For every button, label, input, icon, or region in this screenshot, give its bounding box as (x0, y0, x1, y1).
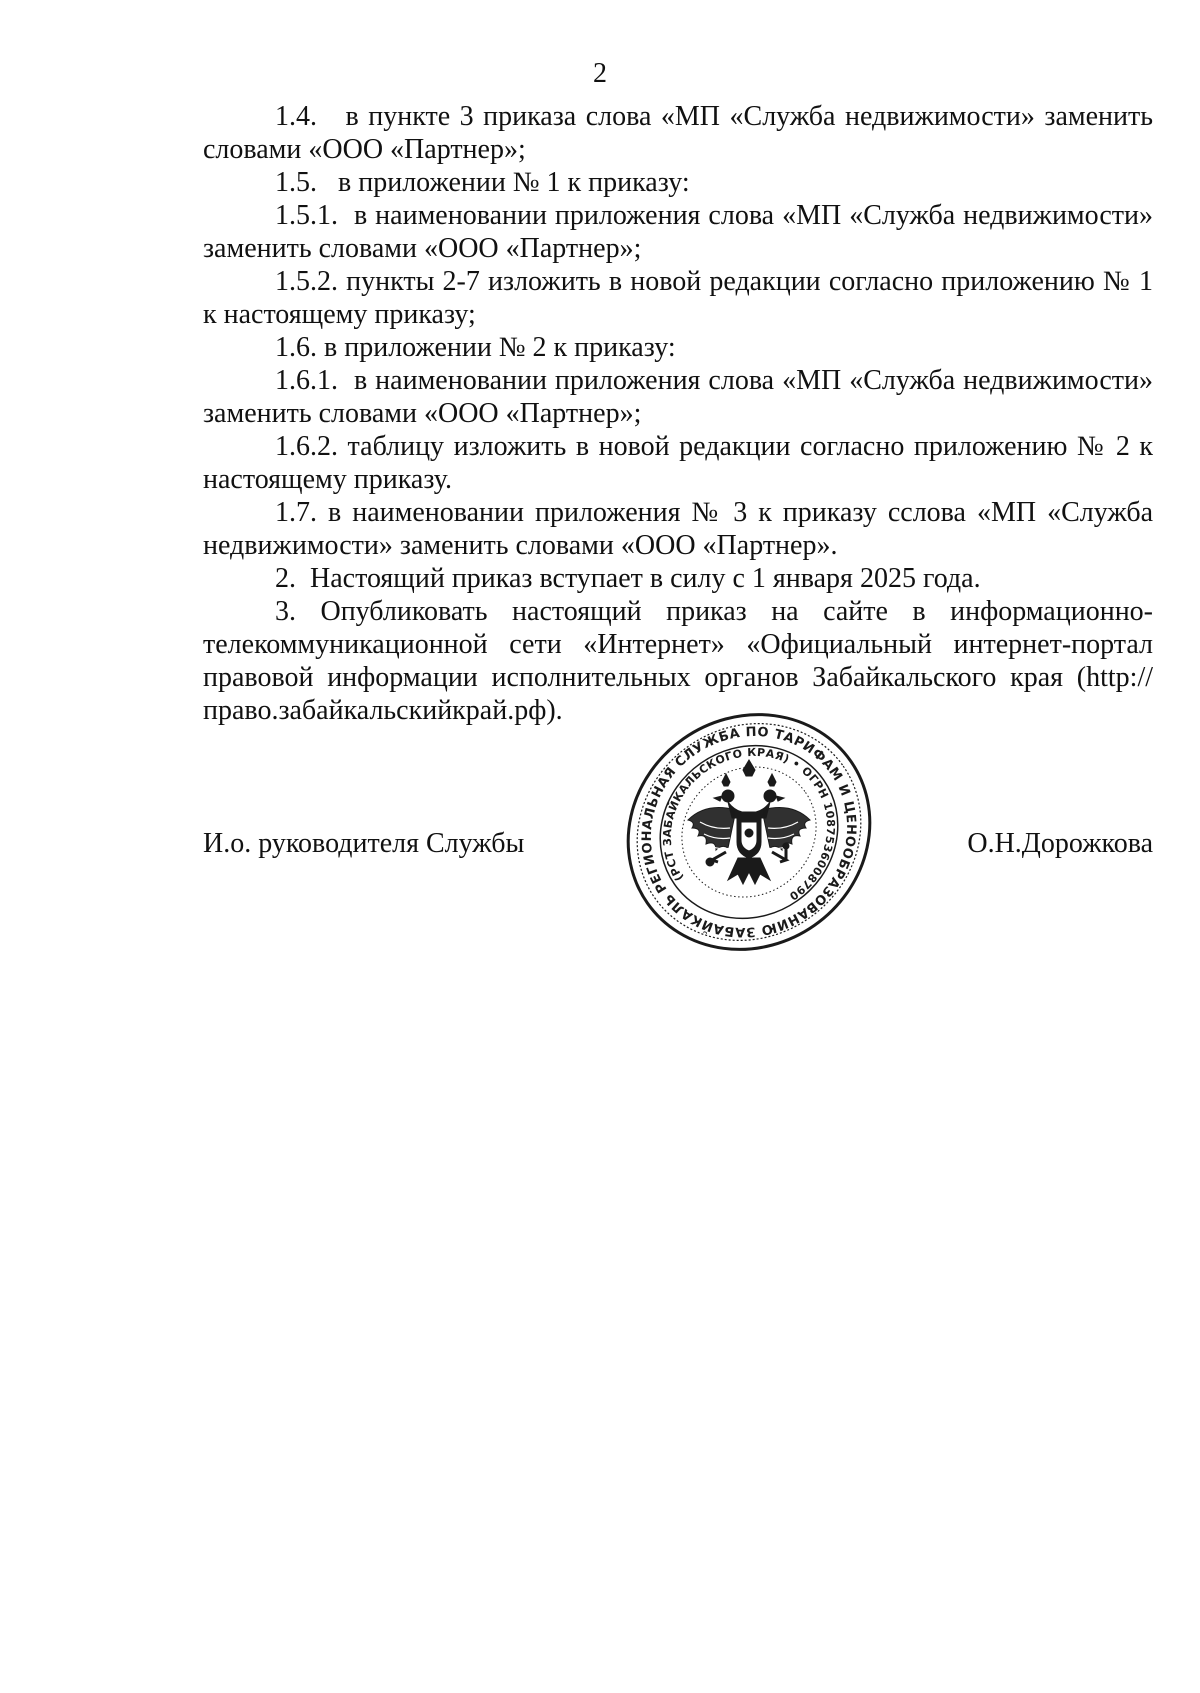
seal-inner-text: (РСТ ЗАБАЙКАЛЬСКОГО КРАЯ) • ОГРН 1087536008790 (660, 745, 838, 903)
paragraph-1-6: 1.6. в приложении № 2 к приказу: (275, 332, 676, 363)
signatory-name: О.Н.Дорожкова (967, 828, 1153, 859)
paragraph-1-5: 1.5. в приложении № 1 к приказу: (275, 167, 690, 198)
paragraph-1-6-1: 1.6.1. в наименовании приложения слова «МП «Служба недвижимости» заменить словами «ООО «Партнер»; (203, 365, 1153, 429)
page-number: 2 (593, 58, 607, 89)
official-seal-stamp (614, 710, 884, 954)
paragraph-2: 2. Настоящий приказ вступает в силу с 1 января 2025 года. (275, 563, 981, 594)
paragraph-1-5-2: 1.5.2. пункты 2-7 изложить в новой редакции согласно приложению № 1 к настоящему приказу; (203, 266, 1153, 330)
paragraph-1-6-2: 1.6.2. таблицу изложить в новой редакции согласно приложению № 2 к настоящему приказу. (203, 431, 1153, 495)
eagle-emblem-icon (688, 760, 810, 884)
paragraph-1-4: 1.4. в пункте 3 приказа слова «МП «Служба недвижимости» заменить словами «ООО «Партнер»; (203, 101, 1153, 165)
paragraph-3: 3. Опубликовать настоящий приказ на сайте в информационно-телекоммуникационной сети «Интернет» «Официальный интернет-портал правовой информации исполнительных органов Забайкальского края (http://право.забайкальскийкрай.рф). (203, 596, 1153, 726)
seal-outer-text: РЕГИОНАЛЬНАЯ СЛУЖБА ПО ТАРИФАМ И ЦЕНООБРАЗОВАНИЮ ЗАБАЙКАЛЬСКОГО (639, 724, 859, 940)
document-body (203, 100, 1153, 727)
paragraph-1-5-1: 1.5.1. в наименовании приложения слова «МП «Служба недвижимости» заменить словами «ООО «Партнер»; (203, 200, 1153, 264)
paragraph-1-7: 1.7. в наименовании приложения № 3 к приказу сслова «МП «Служба недвижимости» заменить словами «ООО «Партнер». (203, 497, 1153, 561)
signatory-title: И.о. руководителя Службы (203, 828, 525, 859)
